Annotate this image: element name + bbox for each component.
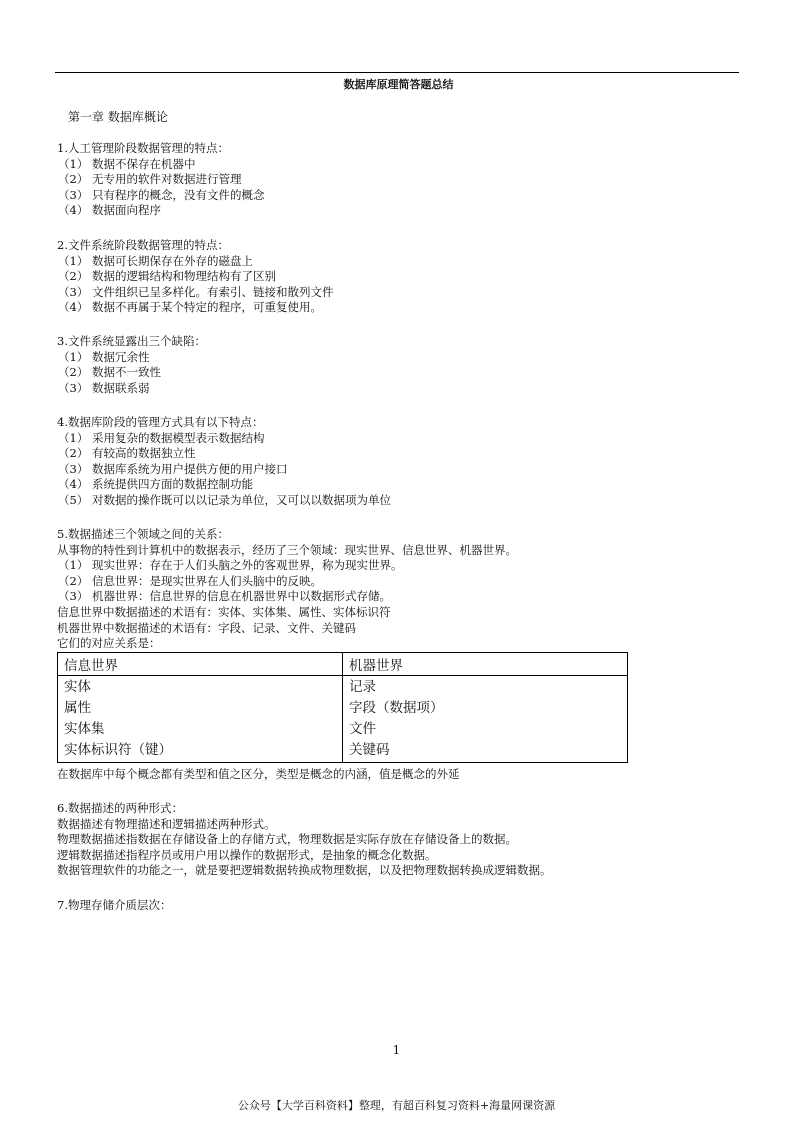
list-item (57, 477, 391, 493)
item-text: 机器世界中数据描述的术语有：字段、记录、文件、关键码 (57, 620, 356, 635)
header-rule (55, 72, 739, 73)
table-cell-text: 文件 (349, 721, 376, 737)
item-text: 信息世界中数据描述的术语有：实体、实体集、属性、实体标识符 (57, 604, 391, 619)
item-text: 对数据的操作既可以以记录为单位，又可以以数据项为单位 (92, 492, 391, 507)
list-item (57, 157, 265, 173)
item-number: （2） (58, 269, 89, 284)
list-item (57, 431, 391, 447)
item-text: 数据不一致性 (92, 365, 161, 380)
item-number: （2） (58, 573, 89, 588)
table-cell-text: 实体标识符（键） (64, 742, 172, 758)
paragraph-line: 在数据库中每个概念都有类型和值之区分，类型是概念的内涵，值是概念的外延 (57, 767, 460, 781)
item-number: （3） (58, 589, 89, 604)
paragraph-line: 物理数据描述指数据在存储设备上的存储方式，物理数据是实际存放在存储设备上的数据。 (57, 832, 517, 847)
item-number: （5） (58, 492, 89, 507)
list-item (57, 300, 334, 316)
section-7 (57, 898, 171, 914)
table-cell-text: 记录 (349, 679, 376, 695)
section-heading: 4.数据库阶段的管理方式具有以下特点： (57, 415, 264, 429)
item-number: （4） (58, 203, 89, 218)
item-number: （3） (58, 380, 89, 395)
paragraph-line: 数据管理软件的功能之一，就是要把逻辑数据转换成物理数据，以及把物理数据转换成逻辑数据。 (57, 863, 552, 878)
list-item (57, 446, 391, 462)
section-6 (57, 801, 552, 879)
list-item (57, 350, 206, 366)
section-4 (57, 415, 391, 509)
list-item (57, 188, 265, 204)
item-text: 采用复杂的数据模型表示数据结构 (92, 430, 265, 445)
item-number: （1） (58, 558, 89, 573)
table-cell-text: 关键码 (349, 742, 390, 758)
list-item (57, 381, 206, 397)
list-item (57, 269, 334, 285)
item-text: 数据可长期保存在外存的磁盘上 (92, 253, 253, 268)
table-header-row (58, 653, 628, 676)
section-1 (57, 141, 265, 219)
list-item (57, 605, 517, 621)
section-heading: 5.数据描述三个领域之间的关系： (57, 527, 229, 541)
list-item (57, 462, 391, 478)
table-cell-text: 属性 (64, 700, 91, 716)
item-text: 数据面向程序 (92, 203, 161, 218)
item-text: 有较高的数据独立性 (92, 446, 196, 461)
section-heading: 6.数据描述的两种形式： (57, 801, 183, 815)
list-item (57, 285, 334, 301)
page-number: 1 (392, 1043, 401, 1057)
item-text: 只有程序的概念，没有文件的概念 (92, 187, 265, 202)
list-item (57, 621, 517, 637)
table-header-cell: 信息世界 (58, 653, 343, 676)
item-number: （3） (58, 284, 89, 299)
item-text: 信息世界：是现实世界在人们头脑中的反映。 (92, 573, 322, 588)
paragraph-line: 逻辑数据描述指程序员或用户用以操作的数据形式，是抽象的概念化数据。 (57, 847, 437, 862)
section-heading: 1.人工管理阶段数据管理的特点： (57, 141, 229, 155)
chapter-heading: 第一章 数据库概论 (68, 110, 168, 124)
list-item (57, 636, 517, 652)
item-text: 现实世界：存在于人们头脑之外的客观世界，称为现实世界。 (92, 558, 403, 573)
item-number: （2） (58, 172, 89, 187)
item-text: 数据联系弱 (92, 380, 150, 395)
item-number: （1） (58, 430, 89, 445)
item-text: 数据不再属于某个特定的程序，可重复使用。 (92, 300, 322, 315)
list-item (57, 589, 517, 605)
item-text: 数据不保存在机器中 (92, 156, 196, 171)
item-number: （3） (58, 187, 89, 202)
item-number: （3） (58, 461, 89, 476)
item-text: 数据冗余性 (92, 349, 150, 364)
list-item (57, 558, 517, 574)
paragraph-line: 数据描述有物理描述和逻辑描述两种形式。 (57, 816, 276, 831)
item-number: （1） (58, 349, 89, 364)
item-text: 系统提供四方面的数据控制功能 (92, 477, 253, 492)
footer-note: 公众号【大学百科资料】整理，有超百科复习资料+海量网课资源 (237, 1099, 556, 1112)
section-2 (57, 238, 334, 316)
item-text: 从事物的特性到计算机中的数据表示，经历了三个领域：现实世界、信息世界、机器世界。 (57, 542, 517, 557)
list-item (57, 365, 206, 381)
item-number: （4） (58, 300, 89, 315)
table-cell-text: 字段（数据项） (349, 700, 444, 716)
item-text: 它们的对应关系是： (57, 636, 161, 651)
document-title: 数据库原理简答题总结 (343, 78, 454, 91)
item-number: （4） (58, 477, 89, 492)
section-heading: 3.文件系统显露出三个缺陷： (57, 334, 206, 348)
after-table-note (57, 767, 460, 783)
item-number: （2） (58, 446, 89, 461)
item-text: 数据的逻辑结构和物理结构有了区别 (92, 269, 276, 284)
item-number: （2） (58, 365, 89, 380)
table-cell-text: 实体 (64, 679, 91, 695)
list-item (57, 493, 391, 509)
table-cell-info-world (58, 676, 343, 763)
list-item (57, 543, 517, 559)
item-number: （1） (58, 253, 89, 268)
section-3 (57, 334, 206, 396)
mapping-table (57, 652, 628, 763)
table-cell-machine-world (343, 676, 628, 763)
item-text: 无专用的软件对数据进行管理 (92, 172, 242, 187)
item-number: （1） (58, 156, 89, 171)
list-item (57, 203, 265, 219)
table-header-cell: 机器世界 (343, 653, 628, 676)
list-item (57, 172, 265, 188)
section-heading: 2.文件系统阶段数据管理的特点： (57, 238, 229, 252)
section-heading: 7.物理存储介质层次： (57, 898, 172, 912)
item-text: 数据库系统为用户提供方便的用户接口 (92, 461, 288, 476)
table-body-row (58, 676, 628, 763)
list-item (57, 574, 517, 590)
list-item (57, 254, 334, 270)
item-text: 文件组织已呈多样化。有索引、链接和散列文件 (92, 284, 334, 299)
section-5 (57, 527, 517, 652)
item-text: 机器世界：信息世界的信息在机器世界中以数据形式存储。 (92, 589, 391, 604)
table-cell-text: 实体集 (64, 721, 105, 737)
